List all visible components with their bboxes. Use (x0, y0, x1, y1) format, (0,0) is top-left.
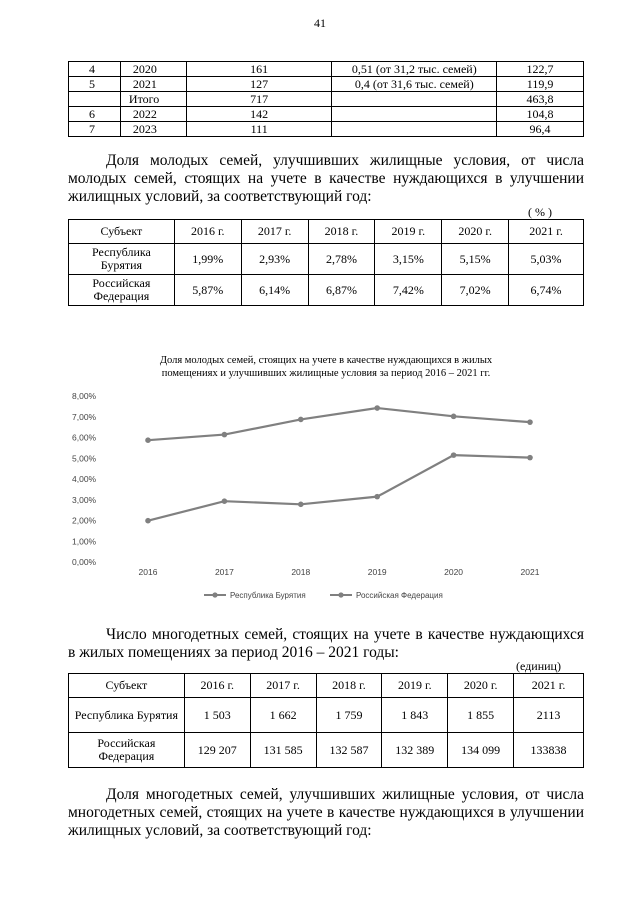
data-point (298, 417, 304, 423)
x-tick-label: 2018 (291, 567, 311, 577)
y-tick-label: 8,00% (72, 391, 97, 401)
legend-marker (212, 592, 217, 597)
table-cell: 142 (186, 107, 332, 122)
chart-title: Доля молодых семей, стоящих на учете в качестве нуждающихся в жилых помещениях и улучшивших жилищные условия за период 2016 – 2021 гг. (159, 355, 493, 379)
column-header: Субъект (69, 220, 175, 244)
table-cell: 131 585 (250, 733, 316, 768)
table-cell: 717 (186, 92, 332, 107)
table-cell (332, 107, 497, 122)
table-cell: 5 (69, 77, 121, 92)
table-cell: 2,93% (241, 244, 308, 275)
table2-unit: (единиц) (516, 659, 561, 673)
table-cell: 6 (69, 107, 121, 122)
top-table (68, 61, 584, 137)
data-point (527, 419, 533, 425)
large-families-count-table (68, 673, 584, 768)
data-point (298, 502, 304, 508)
table-cell: 7,42% (375, 275, 442, 306)
table-cell: 2021 (120, 77, 186, 92)
x-tick-label: 2016 (138, 567, 158, 577)
table-cell: 6,14% (241, 275, 308, 306)
table-cell: 122,7 (497, 62, 584, 77)
table-cell: Итого (120, 92, 186, 107)
table-cell: 1,99% (174, 244, 241, 275)
table-cell: 1 662 (250, 698, 316, 733)
table-row (69, 244, 584, 275)
column-header: 2019 г. (382, 674, 448, 698)
table-cell: 1 503 (184, 698, 250, 733)
data-point (374, 494, 380, 500)
y-tick-label: 7,00% (72, 411, 97, 422)
legend-marker (338, 592, 343, 597)
paragraph-large-families-share: Доля многодетных семей, улучшивших жилищные условия, от числа многодетных семей, стоящих на учете в качестве нуждающихся в улучшении жилищных условий, за соответствующий год: (68, 786, 584, 839)
data-point (451, 452, 457, 458)
table-cell: 7 (69, 122, 121, 137)
table-row (69, 107, 584, 122)
y-tick-label: 0,00% (72, 557, 97, 567)
data-point (222, 498, 228, 504)
y-tick-label: 5,00% (72, 453, 97, 464)
table-cell: 463,8 (497, 92, 584, 107)
y-tick-label: 2,00% (72, 515, 97, 526)
table-cell: 1 855 (448, 698, 514, 733)
table-cell: 4 (69, 62, 121, 77)
legend-label: Республика Бурятия (230, 591, 306, 600)
x-tick-label: 2017 (214, 567, 234, 577)
row-label: Республика Бурятия (69, 244, 175, 275)
table-cell: 2023 (120, 122, 186, 137)
table-row (69, 733, 584, 768)
table-cell: 5,87% (174, 275, 241, 306)
column-header: 2021 г. (514, 674, 584, 698)
column-header: 2017 г. (241, 220, 308, 244)
table-cell: 111 (186, 122, 332, 137)
y-tick-label: 1,00% (72, 536, 97, 547)
table-cell (69, 92, 121, 107)
page-number: 41 (314, 16, 326, 30)
table-row (69, 275, 584, 306)
series-line (148, 408, 530, 440)
table-cell: 119,9 (497, 77, 584, 92)
row-label: Российская Федерация (69, 733, 185, 768)
y-tick-label: 3,00% (72, 494, 97, 505)
paragraph-young-families: Доля молодых семей, улучшивших жилищные условия, от числа молодых семей, стоящих на учете в качестве нуждающихся в улучшении жилищных условий, за соответствующий год: (68, 152, 584, 205)
table-row (69, 62, 584, 77)
y-tick-label: 4,00% (72, 474, 97, 484)
series-line (148, 455, 530, 521)
table-cell: 1 759 (316, 698, 382, 733)
data-point (374, 405, 380, 411)
table-cell: 129 207 (184, 733, 250, 768)
table-cell: 6,87% (308, 275, 375, 306)
data-point (145, 437, 151, 443)
table-cell: 1 843 (382, 698, 448, 733)
table-cell: 5,15% (442, 244, 509, 275)
table-cell: 104,8 (497, 107, 584, 122)
column-header: 2018 г. (316, 674, 382, 698)
table-cell: 2,78% (308, 244, 375, 275)
table-row (69, 77, 584, 92)
table-cell (332, 122, 497, 137)
legend-label: Российская Федерация (356, 591, 443, 600)
table1-unit: ( % ) (528, 205, 552, 219)
table-row (69, 698, 584, 733)
table-cell: 132 587 (316, 733, 382, 768)
data-point (145, 518, 151, 524)
table-cell: 96,4 (497, 122, 584, 137)
table-cell: 7,02% (442, 275, 509, 306)
data-point (527, 455, 533, 461)
table-cell (332, 92, 497, 107)
table-cell: 3,15% (375, 244, 442, 275)
column-header: Субъект (69, 674, 185, 698)
column-header: 2016 г. (174, 220, 241, 244)
table-row (69, 92, 584, 107)
table-cell: 0,51 (от 31,2 тыс. семей) (332, 62, 497, 77)
table-cell: 6,74% (509, 275, 584, 306)
table-cell: 161 (186, 62, 332, 77)
young-families-share-table (68, 219, 584, 306)
data-point (451, 414, 457, 420)
table-row (69, 122, 584, 137)
table-cell: 127 (186, 77, 332, 92)
paragraph-large-families-count: Число многодетных семей, стоящих на учете в качестве нуждающихся в жилых помещениях за период 2016 – 2021 годы: (68, 626, 584, 661)
column-header: 2019 г. (375, 220, 442, 244)
y-tick-label: 6,00% (72, 432, 97, 443)
table-cell: 0,4 (от 31,6 тыс. семей) (332, 77, 497, 92)
table-cell: 5,03% (509, 244, 584, 275)
column-header: 2020 г. (442, 220, 509, 244)
column-header: 2016 г. (184, 674, 250, 698)
x-tick-label: 2021 (520, 567, 540, 577)
table-cell: 134 099 (448, 733, 514, 768)
x-tick-label: 2019 (367, 567, 387, 577)
column-header: 2020 г. (448, 674, 514, 698)
table-cell: 132 389 (382, 733, 448, 768)
table-cell: 133838 (514, 733, 584, 768)
table-cell: 2113 (514, 698, 584, 733)
column-header: 2021 г. (509, 220, 584, 244)
row-label: Республика Бурятия (69, 698, 185, 733)
row-label: Российская Федерация (69, 275, 175, 306)
x-tick-label: 2020 (444, 567, 464, 577)
table-cell: 2022 (120, 107, 186, 122)
table-cell: 2020 (120, 62, 186, 77)
data-point (222, 432, 228, 438)
column-header: 2018 г. (308, 220, 375, 244)
line-chart (68, 380, 584, 610)
column-header: 2017 г. (250, 674, 316, 698)
